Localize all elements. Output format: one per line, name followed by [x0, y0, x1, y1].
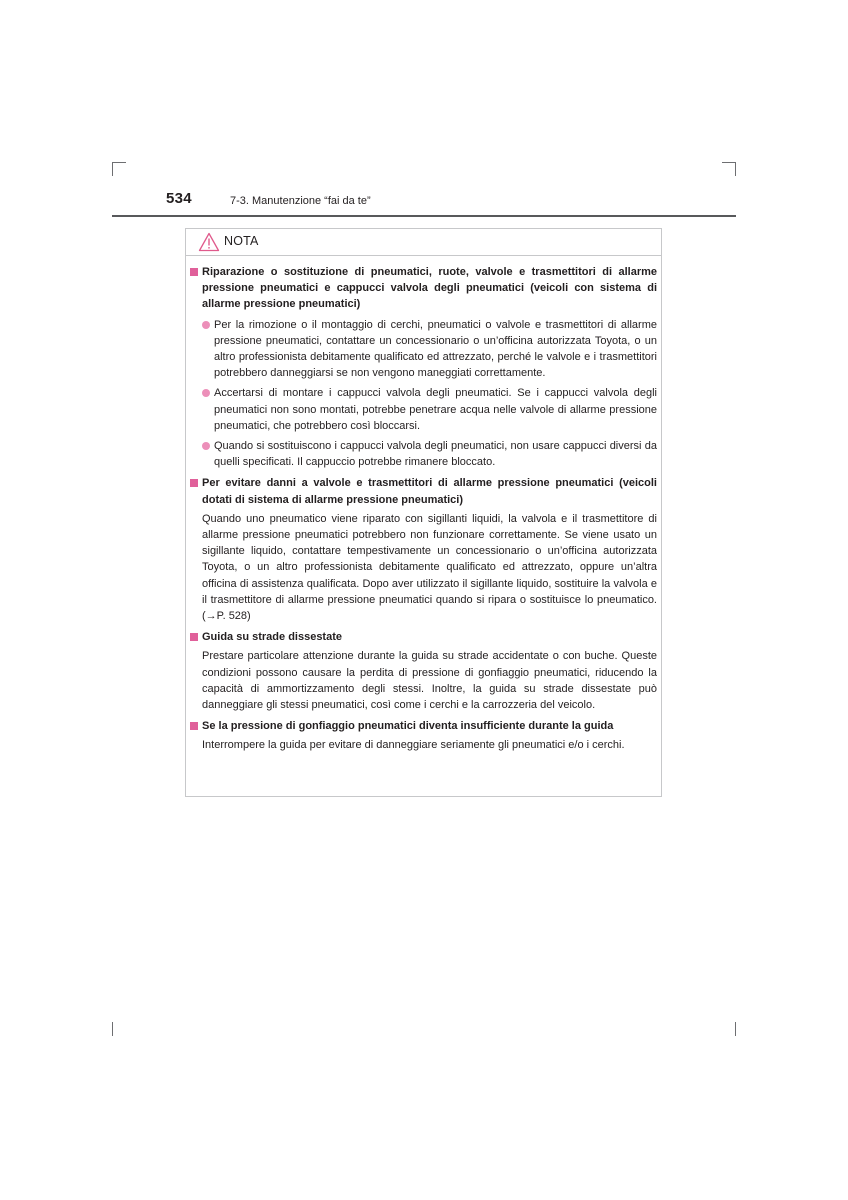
section-title: 7-3. Manutenzione “fai da te”	[230, 195, 371, 207]
note-title: NOTA	[224, 234, 259, 248]
section-heading: Riparazione o sostituzione di pneumatici, ruote, valvole e trasmettitori di allarme pressione pneumatici e cappucci valvola degli pneumatici (veicoli con sistema di allarme pressione pneumatici)	[190, 264, 657, 313]
section-heading: Per evitare danni a valvole e trasmettitori di allarme pressione pneumatici (veicoli dotati di sistema di allarme pressione pneumatici)	[190, 475, 657, 507]
crop-mark-bottom-right-v	[735, 1022, 736, 1036]
square-marker-icon	[190, 268, 198, 276]
section-heading: Se la pressione di gonfiaggio pneumatici diventa insufficiente durante la guida	[190, 718, 657, 734]
section-paragraph: Interrompere la guida per evitare di danneggiare seriamente gli pneumatici e/o i cerchi.	[202, 739, 625, 752]
note-header	[186, 229, 661, 256]
page-number: 534	[166, 190, 192, 207]
bullet-dot-icon	[202, 321, 210, 329]
crop-mark-top-left-v	[112, 162, 113, 176]
square-marker-icon	[190, 633, 198, 641]
section-paragraph: Quando uno pneumatico viene riparato con sigillanti liquidi, la valvola e il trasmettitore di allarme pressione pneumatici potrebbero non funzionare correttamente. Se viene usato un sigillante liquido, contattare tempestivamente un concessionario o un’officina autorizzata Toyota, o un altro professionista debitamente qualificato ed attrezzato, oppure un’altra officina di assistenza qualificata. Dopo aver utilizzato il sigillante liquido, sostituire la valvola e il trasmettitore di allarme pressione pneumatici quando si ripara o sostituisce lo pneumatico. (→P. 528)	[202, 512, 657, 623]
warning-triangle-icon	[198, 232, 220, 252]
note-content	[190, 264, 657, 754]
section-paragraph: Prestare particolare attenzione durante la guida su strade accidentate o con buche. Queste condizioni possono causare la perdita di pressione di gonfiaggio pneumatici, riducendo la capacità di ammortizzamento degli stessi. Inoltre, la guida su strade dissestate può danneggiare gli stessi pneumatici, così come i cerchi e la carrozzeria del veicolo.	[202, 650, 657, 712]
header-rule	[112, 215, 736, 217]
section-heading: Guida su strade dissestate	[190, 629, 657, 645]
crop-mark-top-right-h	[722, 162, 736, 163]
square-marker-icon	[190, 479, 198, 487]
square-marker-icon	[190, 722, 198, 730]
crop-mark-top-right-v	[735, 162, 736, 176]
crop-mark-top-left-h	[112, 162, 126, 163]
list-item: Accertarsi di montare i cappucci valvola degli pneumatici. Se i cappucci valvola degli pneumatici non sono montati, potrebbe penetrare acqua nelle valvole di allarme pressione pneumatici, che potrebbero così bloccarsi.	[190, 385, 657, 434]
bullet-dot-icon	[202, 389, 210, 397]
list-item: Quando si sostituiscono i cappucci valvola degli pneumatici, non usare cappucci diversi da quelli specificati. Il cappuccio potrebbe rimanere bloccato.	[190, 438, 657, 470]
list-item: Per la rimozione o il montaggio di cerchi, pneumatici o valvole e trasmettitori di allarme pressione pneumatici, contattare un concessionario o un’officina autorizzata Toyota, o un altro professionista debitamente qualificato ed attrezzato, perché le valvole e i trasmettitori potrebbero danneggiarsi se non vengono maneggiati correttamente.	[190, 317, 657, 382]
crop-mark-bottom-left-v	[112, 1022, 113, 1036]
bullet-dot-icon	[202, 442, 210, 450]
